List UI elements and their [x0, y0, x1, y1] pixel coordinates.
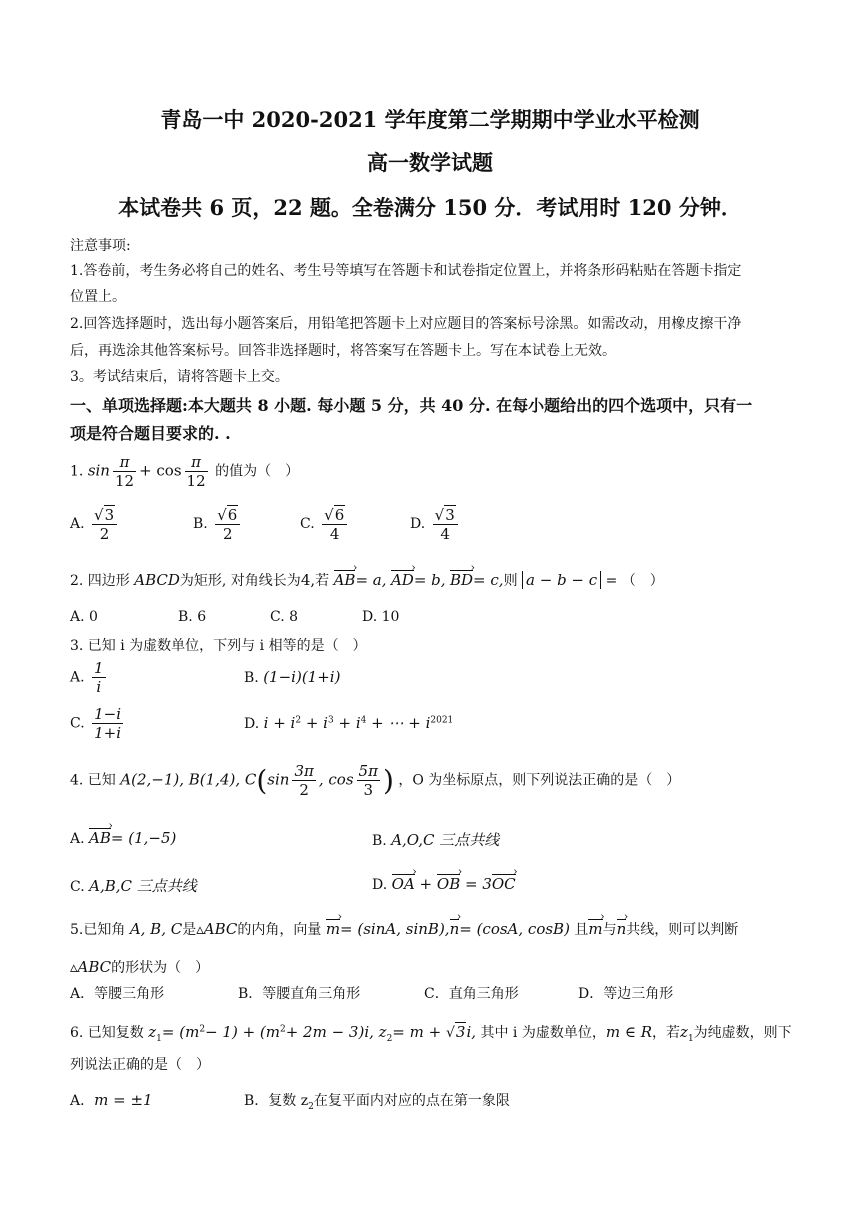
- q5-option-b: B．等腰直角三角形: [238, 986, 361, 1002]
- question-6-line-2: 列说法正确的是（ ）: [70, 1057, 210, 1073]
- q3-option-d: D. $i + i^2 + i^3 + i^4$ + ⋯ + $i^{2021}$: [244, 714, 454, 732]
- q1-option-c: C. $\frac{√6}{4}$: [300, 505, 350, 543]
- q4-option-d: D. OA › + OB › = 3OC ›: [372, 875, 516, 893]
- notes-heading: 注意事项:: [70, 238, 131, 254]
- question-3: 3. 已知 i 为虚数单位，下列与 i 相等的是（ ）: [70, 638, 367, 654]
- question-5-line-2: ▵ABC的形状为（ ）: [70, 958, 210, 976]
- q4-option-a: A. AB ›= (1,−5): [70, 829, 176, 847]
- section-heading-line-1: 一、单项选择题:本大题共 8 小题. 每小题 5 分，共 40 分. 在每小题给出的四个选项中，只有一: [70, 396, 753, 415]
- q6-option-b: B．复数 $z_2$在复平面内对应的点在第一象限: [244, 1093, 510, 1112]
- q2-option-b: B. 6: [178, 609, 207, 625]
- q3-option-c: C. $\frac{1-i}{1+i}$: [70, 705, 122, 742]
- q4-option-b: B. A,O,C 三点共线: [372, 831, 500, 849]
- note-1-line-1: 1.答卷前，考生务必将自己的姓名、考生号等填写在答题卡和试卷指定位置上，并将条形码粘贴在答题卡指定: [70, 263, 742, 279]
- note-3: 3。考试结束后，请将答题卡上交。: [70, 369, 289, 385]
- question-4: 4. 已知 A(2,−1), B(1,4), C(sin $\frac{3\pi}{2}$ , cos $\frac{5\pi}{3}$ ) ，O 为坐标原点，则下列说法正确的是（ ）: [70, 762, 681, 799]
- section-heading-line-2: 项是符合题目要求的. .: [70, 424, 231, 443]
- exam-subject: 高一数学试题: [367, 150, 493, 175]
- question-1: 1. sin $\frac{\pi}{12}$ + cos $\frac{\pi}{12}$ 的值为（ ）: [70, 453, 300, 490]
- q6-option-a: A．m = ±1: [70, 1091, 153, 1109]
- q3-option-b: B. (1−i)(1+i): [244, 668, 341, 686]
- q4-option-c: C. A,B,C 三点共线: [70, 877, 197, 895]
- q5-option-a: A．等腰三角形: [70, 986, 165, 1002]
- q2-option-c: C. 8: [270, 609, 299, 625]
- question-6-line-1: 6. 已知复数 $z_1= (m^2- 1) + (m^2+ 2m - 3)i$, $z_2= m + √3i$, 其中 i 为虚数单位，m ∈ R，若$z_1$为纯虚数，则下: [70, 1023, 792, 1044]
- q2-option-d: D. 10: [362, 609, 400, 625]
- question-5-line-1: 5.已知角 A, B, C是▵ABC的内角，向量 m ›= (sinA, sinB),n ›= (cosA, cosB) 且m ›与n ›共线，则可以判断: [70, 919, 738, 939]
- q5-option-c: C．直角三角形: [424, 986, 519, 1002]
- note-1-line-2: 位置上。: [70, 289, 126, 305]
- q1-option-d: D. $\frac{√3}{4}$: [410, 505, 461, 543]
- note-2-line-2: 后，再选涂其他答案标号。回答非选择题时，将答案写在答题卡上。写在本试卷上无效。: [70, 343, 616, 359]
- question-2: 2. 四边形 ABCD为矩形, 对角线长为4,若 AB ›= a, AD ›= b, BD ›= c,则 a − b − c = （ ）: [70, 570, 664, 590]
- q2-option-a: A. 0: [70, 609, 98, 625]
- q3-option-a: A. $\frac{1}{i}$: [70, 659, 104, 696]
- q1-option-a: A. $\frac{√3}{2}$: [70, 505, 120, 543]
- note-2-line-1: 2.回答选择题时，选出每小题答案后，用铅笔把答题卡上对应题目的答案标号涂黑。如需改动，用橡皮擦干净: [70, 316, 742, 332]
- exam-title: 青岛一中 2020-2021 学年度第二学期期中学业水平检测: [160, 107, 700, 132]
- q1-option-b: B. $\frac{√6}{2}$: [193, 505, 243, 543]
- exam-info: 本试卷共 6 页，22 题。全卷满分 150 分．考试用时 120 分钟．: [118, 195, 742, 220]
- q5-option-d: D．等边三角形: [578, 986, 674, 1002]
